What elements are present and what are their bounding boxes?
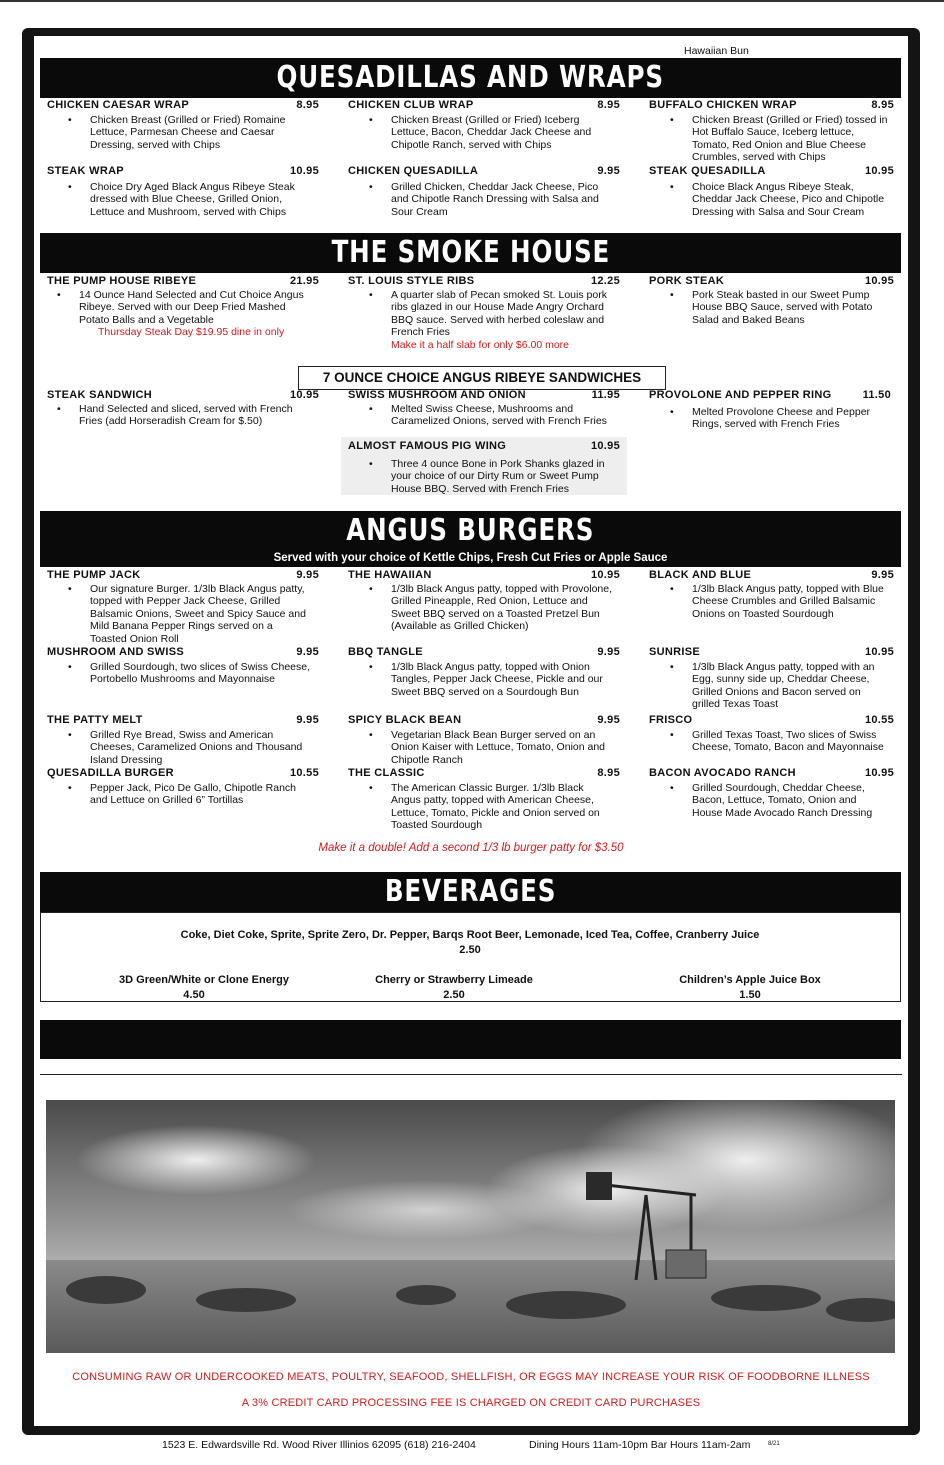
menu-item-description: • Three 4 ounce Bone in Pork Shanks glazed in your choice of our Dirty Rum or Sweet Pump House BBQ. Served with French Fries <box>369 458 605 495</box>
menu-item-description: • 1/3lb Black Angus patty, topped with Blue Cheese Crumbles and Grilled Balsamic Onions on Toasted Sourdough <box>670 583 884 620</box>
item-price: 9.95 <box>296 646 319 658</box>
divider <box>40 1074 902 1075</box>
revision-mark: 8/21 <box>768 1441 780 1447</box>
limeade: Cherry or Strawberry Limeade <box>375 974 533 986</box>
menu-item-description: • Chicken Breast (Grilled or Fried) tossed in Hot Buffalo Sauce, Iceberg lettuce, Tomato, Red Onion and Blue Cheese Crumbles, served with Chips <box>670 114 888 164</box>
top-note: Hawaiian Bun <box>684 45 749 57</box>
item-price: 9.95 <box>871 569 894 581</box>
foodborne-warning: CONSUMING RAW OR UNDERCOOKED MEATS, POULTRY, SEAFOOD, SHELLFISH, OR EGGS MAY INCREASE YOUR RISK OF FOODBORNE ILLNESS <box>72 1371 870 1383</box>
menu-item-description: • Grilled Sourdough, Cheddar Cheese, Bacon, Lettuce, Tomato, Onion and House Made Avocado Ranch Dressing <box>670 782 873 819</box>
promo-note: Make it a half slab for only $6.00 more <box>391 339 570 351</box>
menu-item-title: STEAK WRAP 10.95 <box>47 165 319 177</box>
item-price: 10.95 <box>590 440 620 452</box>
soft-drinks-list: Coke, Diet Coke, Sprite, Sprite Zero, Dr. Pepper, Barqs Root Beer, Lemonade, Iced Tea, Coffee, Cranberry Juice <box>180 929 760 941</box>
item-price: 10.95 <box>289 389 319 401</box>
pumpjack-landscape-svg <box>46 1100 895 1353</box>
menu-item-title: BLACK AND BLUE 9.95 <box>649 569 894 581</box>
menu-item-title: THE PUMP HOUSE RIBEYE 21.95 <box>47 275 319 287</box>
menu-item-description: • 1/3lb Black Angus patty, topped with an Egg, sunny side up, Cheddar Cheese, Grilled Onions and Bacon served on grilled Texas Toast <box>670 661 875 711</box>
menu-item-title: BBQ TANGLE 9.95 <box>348 646 620 658</box>
item-price: 11.50 <box>862 389 891 401</box>
item-price: 10.95 <box>864 275 894 287</box>
energy-price: 4.50 <box>183 989 205 1001</box>
item-price: 9.95 <box>296 569 319 581</box>
item-price: 10.55 <box>864 714 894 726</box>
item-price: 11.95 <box>591 389 620 401</box>
menu-item-description: • Choice Dry Aged Black Angus Ribeye Steak dressed with Blue Cheese, Grilled Onion, Lettuce and Mushroom, served with Chips <box>68 181 295 218</box>
menu-item-title: FRISCO 10.55 <box>649 714 894 726</box>
menu-item-title: THE HAWAIIAN 10.95 <box>348 569 620 581</box>
menu-item-title: SPICY BLACK BEAN 9.95 <box>348 714 620 726</box>
quesadillas-title: QUESADILLAS AND WRAPS <box>276 60 665 95</box>
menu-item-title: PROVOLONE AND PEPPER RING 11.50 <box>649 389 891 401</box>
menu-item-title: CHICKEN CLUB WRAP 8.95 <box>348 99 620 111</box>
menu-item-description: • Choice Black Angus Ribeye Steak, Cheddar Jack Cheese, Pico and Chipotle Dressing with Salsa and Sour Cream <box>670 181 885 218</box>
smokehouse-band <box>40 233 901 273</box>
menu-item-description: • Hand Selected and sliced, served with French Fries (add Horseradish Cream for $.50) <box>57 403 293 428</box>
menu-item-title: CHICKEN CAESAR WRAP 8.95 <box>47 99 319 111</box>
menu-item-title: QUESADILLA BURGER 10.55 <box>47 767 319 779</box>
burgers-band <box>40 511 901 567</box>
soft-drinks-price: 2.50 <box>459 944 481 956</box>
item-price: 8.95 <box>296 99 319 111</box>
menu-item-title: STEAK SANDWICH 10.95 <box>47 389 319 401</box>
sandwich-header: 7 OUNCE CHOICE ANGUS RIBEYE SANDWICHES <box>298 366 666 390</box>
menu-item-description: • Grilled Rye Bread, Swiss and American Cheeses, Caramelized Onions and Thousand Island Dressing <box>68 729 303 766</box>
menu-item-title: THE PATTY MELT 9.95 <box>47 714 319 726</box>
promo-note: Thursday Steak Day $19.95 dine in only <box>98 326 285 338</box>
item-price: 9.95 <box>296 714 319 726</box>
item-price: 21.95 <box>289 275 319 287</box>
beverages-band <box>40 872 901 912</box>
menu-item-title: SUNRISE 10.95 <box>649 646 894 658</box>
menu-item-description: • Chicken Breast (Grilled or Fried) Romaine Lettuce, Parmesan Cheese and Caesar Dressing, served with Chips <box>68 114 286 151</box>
menu-item-description: • Chicken Breast (Grilled or Fried) Iceberg Lettuce, Bacon, Cheddar Jack Cheese and Chipotle Ranch, served with Chips <box>369 114 592 151</box>
item-price: 10.95 <box>289 165 319 177</box>
hours: Dining Hours 11am-10pm Bar Hours 11am-2am <box>529 1439 751 1451</box>
pumpjack-landscape-image <box>46 1100 895 1353</box>
double-patty-note: Make it a double! Add a second 1/3 lb burger patty for $3.50 <box>318 842 624 854</box>
menu-item-title: THE CLASSIC 8.95 <box>348 767 620 779</box>
menu-item-title: BUFFALO CHICKEN WRAP 8.95 <box>649 99 894 111</box>
menu-item-description: • The American Classic Burger. 1/3lb Black Angus patty, topped with American Cheese, Lettuce, Tomato, Pickle and Onion served on Toasted Sourdough <box>369 782 600 832</box>
smokehouse-title: THE SMOKE HOUSE <box>331 235 610 270</box>
menu-item-description: • Our signature Burger. 1/3lb Black Angus patty, topped with Pepper Jack Cheese, Grilled Balsamic Onions, Sweet and Spicy Sauce and Mild Banana Pepper Rings served on a Toasted Onion Roll <box>68 583 306 645</box>
item-price: 10.95 <box>864 767 894 779</box>
menu-item-description: • Pepper Jack, Pico De Gallo, Chipotle Ranch and Lettuce on Grilled 6” Tortillas <box>68 782 297 807</box>
item-price: 10.95 <box>590 569 620 581</box>
item-price: 10.55 <box>289 767 319 779</box>
menu-item-title: ST. LOUIS STYLE RIBS 12.25 <box>348 275 620 287</box>
menu-item-description: • 14 Ounce Hand Selected and Cut Choice Angus Ribeye. Served with our Deep Fried Mashed Potato Balls and a Vegetable <box>57 289 304 326</box>
item-price: 10.95 <box>864 165 894 177</box>
item-price: 9.95 <box>597 165 620 177</box>
limeade-price: 2.50 <box>443 989 465 1001</box>
menu-item-description: • Grilled Chicken, Cheddar Jack Cheese, Pico and Chipotle Ranch Dressing with Salsa and Sour Cream <box>369 181 599 218</box>
menu-item-title: THE PUMP JACK 9.95 <box>47 569 319 581</box>
energy-drink: 3D Green/White or Clone Energy <box>119 974 289 986</box>
pumpjack-head <box>586 1172 612 1200</box>
menu-item-description: • Vegetarian Black Bean Burger served on an Onion Kaiser with Lettuce, Tomato, Onion and Chipotle Ranch <box>369 729 606 766</box>
item-price: 12.25 <box>590 275 620 287</box>
top-rule <box>0 0 944 2</box>
menu-item-description: • Grilled Texas Toast, Two slices of Swiss Cheese, Tomato, Bacon and Mayonnaise <box>670 729 884 754</box>
quesadillas-band <box>40 58 901 98</box>
item-price: 8.95 <box>597 99 620 111</box>
item-price: 8.95 <box>871 99 894 111</box>
menu-item-title: MUSHROOM AND SWISS 9.95 <box>47 646 319 658</box>
menu-item-description: • Melted Swiss Cheese, Mushrooms and Caramelized Onions, served with French Fries <box>369 403 607 428</box>
menu-item-description: • Melted Provolone Cheese and Pepper Rings, served with French Fries <box>670 406 871 431</box>
item-price: 8.95 <box>597 767 620 779</box>
item-price: 9.95 <box>597 646 620 658</box>
menu-item-title: ALMOST FAMOUS PIG WING 10.95 <box>348 440 620 452</box>
menu-item-title: SWISS MUSHROOM AND ONION 11.95 <box>348 389 620 401</box>
menu-item-description: • 1/3lb Black Angus patty, topped with Provolone, Grilled Pineapple, Red Onion, Lettuce and Sweet BBQ served on a Toasted Pretzel Bun (Available as Grilled Chicken) <box>369 583 613 633</box>
address: 1523 E. Edwardsville Rd. Wood River Illinios 62095 (618) 216-2404 <box>162 1439 476 1451</box>
burgers-subtitle: Served with your choice of Kettle Chips, Fresh Cut Fries or Apple Sauce <box>273 552 668 564</box>
menu-item-description: • Grilled Sourdough, two slices of Swiss Cheese, Portobello Mushrooms and Mayonnaise <box>68 661 311 686</box>
menu-item-title: CHICKEN QUESADILLA 9.95 <box>348 165 620 177</box>
juice-box: Children’s Apple Juice Box <box>679 974 821 986</box>
menu-item-title: STEAK QUESADILLA 10.95 <box>649 165 894 177</box>
menu-item-title: PORK STEAK 10.95 <box>649 275 894 287</box>
menu-item-description: • A quarter slab of Pecan smoked St. Louis pork ribs glazed in our House Made Angry Orchard BBQ sauce. Served with herbed coleslaw and French Fries <box>369 289 607 339</box>
empty-band <box>40 1020 901 1059</box>
beverages-title: BEVERAGES <box>384 874 557 909</box>
juice-price: 1.50 <box>739 989 761 1001</box>
menu-item-title: BACON AVOCADO RANCH 10.95 <box>649 767 894 779</box>
menu-item-description: • Pork Steak basted in our Sweet Pump House BBQ Sauce, served with Potato Salad and Baked Beans <box>670 289 873 326</box>
burgers-title: ANGUS BURGERS <box>346 513 595 548</box>
item-price: 9.95 <box>597 714 620 726</box>
credit-card-fee-notice: A 3% CREDIT CARD PROCESSING FEE IS CHARGED ON CREDIT CARD PURCHASES <box>241 1397 701 1409</box>
item-price: 10.95 <box>864 646 894 658</box>
menu-item-description: • 1/3lb Black Angus patty, topped with Onion Tangles, Pepper Jack Cheese, Pickle and our Sweet BBQ served on a Sourdough Bun <box>369 661 603 698</box>
